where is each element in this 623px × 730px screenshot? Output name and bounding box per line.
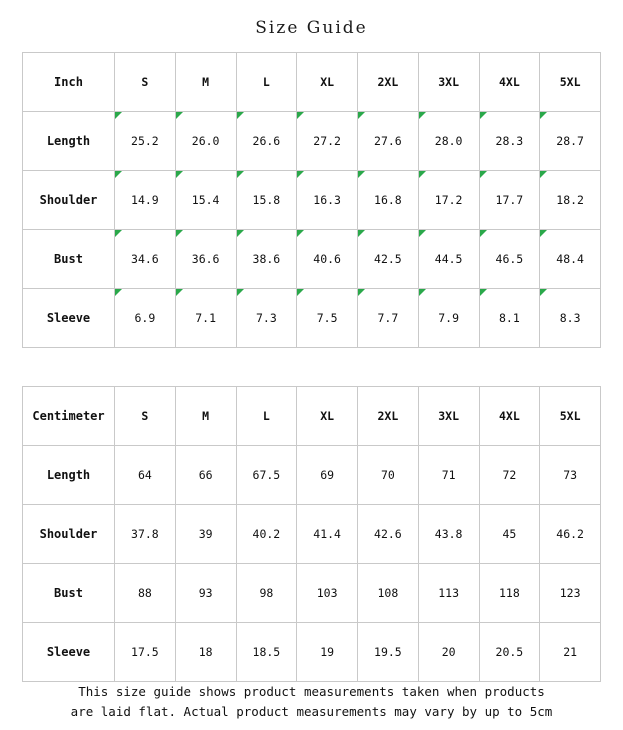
cell-inch-length-xl: 27.2 — [297, 112, 358, 171]
page-title: Size Guide — [255, 18, 368, 38]
cell-inch-length-l: 26.6 — [236, 112, 297, 171]
row-label-shoulder: Shoulder — [23, 171, 115, 230]
cell-inch-bust-4xl: 46.5 — [479, 230, 540, 289]
cell-inch-shoulder-l: 15.8 — [236, 171, 297, 230]
size-table-inch — [22, 52, 601, 348]
column-header-xl: XL — [297, 53, 358, 112]
cell-inch-shoulder-5xl: 18.2 — [540, 171, 601, 230]
cell-cm-bust-5xl: 123 — [540, 564, 601, 623]
cell-inch-length-2xl: 27.6 — [358, 112, 419, 171]
cell-inch-bust-5xl: 48.4 — [540, 230, 601, 289]
cell-cm-shoulder-xl: 41.4 — [297, 505, 358, 564]
cell-inch-sleeve-2xl: 7.7 — [358, 289, 419, 348]
cell-cm-length-xl: 69 — [297, 446, 358, 505]
cell-inch-length-3xl: 28.0 — [418, 112, 479, 171]
footer-note — [22, 682, 601, 722]
column-header-5xl: 5XL — [540, 387, 601, 446]
column-header-4xl: 4XL — [479, 53, 540, 112]
cell-inch-bust-l: 38.6 — [236, 230, 297, 289]
cell-cm-bust-l: 98 — [236, 564, 297, 623]
column-header-s: S — [115, 387, 176, 446]
footer-line-1: This size guide shows product measurements taken when products — [78, 684, 545, 699]
cell-inch-bust-3xl: 44.5 — [418, 230, 479, 289]
cell-cm-length-s: 64 — [115, 446, 176, 505]
table-row — [23, 289, 601, 348]
cell-cm-shoulder-l: 40.2 — [236, 505, 297, 564]
column-header-4xl: 4XL — [479, 387, 540, 446]
row-label-sleeve: Sleeve — [23, 289, 115, 348]
column-header-m: M — [175, 53, 236, 112]
cell-inch-sleeve-s: 6.9 — [115, 289, 176, 348]
column-header-l: L — [236, 53, 297, 112]
table-row — [23, 564, 601, 623]
table-row — [23, 230, 601, 289]
cell-cm-sleeve-3xl: 20 — [418, 623, 479, 682]
cell-cm-length-4xl: 72 — [479, 446, 540, 505]
cell-inch-shoulder-3xl: 17.2 — [418, 171, 479, 230]
column-header-5xl: 5XL — [540, 53, 601, 112]
unit-label-inch: Inch — [23, 53, 115, 112]
column-header-3xl: 3XL — [418, 53, 479, 112]
table-row — [23, 171, 601, 230]
cell-inch-bust-2xl: 42.5 — [358, 230, 419, 289]
cell-cm-bust-4xl: 118 — [479, 564, 540, 623]
table-spacer — [22, 348, 601, 386]
cell-cm-shoulder-2xl: 42.6 — [358, 505, 419, 564]
footer-line-2: are laid flat. Actual product measurements may vary by up to 5cm — [70, 704, 553, 719]
cell-cm-length-l: 67.5 — [236, 446, 297, 505]
cell-cm-bust-2xl: 108 — [358, 564, 419, 623]
cell-cm-bust-xl: 103 — [297, 564, 358, 623]
cell-inch-shoulder-m: 15.4 — [175, 171, 236, 230]
cell-inch-sleeve-4xl: 8.1 — [479, 289, 540, 348]
cell-inch-shoulder-s: 14.9 — [115, 171, 176, 230]
cell-inch-bust-m: 36.6 — [175, 230, 236, 289]
row-label-shoulder: Shoulder — [23, 505, 115, 564]
cell-inch-sleeve-3xl: 7.9 — [418, 289, 479, 348]
cell-inch-length-m: 26.0 — [175, 112, 236, 171]
cell-inch-sleeve-m: 7.1 — [175, 289, 236, 348]
cell-cm-bust-s: 88 — [115, 564, 176, 623]
cell-inch-sleeve-l: 7.3 — [236, 289, 297, 348]
row-label-sleeve: Sleeve — [23, 623, 115, 682]
cell-inch-length-s: 25.2 — [115, 112, 176, 171]
cell-inch-bust-xl: 40.6 — [297, 230, 358, 289]
cell-inch-bust-s: 34.6 — [115, 230, 176, 289]
cell-inch-sleeve-5xl: 8.3 — [540, 289, 601, 348]
cell-cm-sleeve-xl: 19 — [297, 623, 358, 682]
table-row — [23, 446, 601, 505]
table-row — [23, 112, 601, 171]
cell-cm-sleeve-5xl: 21 — [540, 623, 601, 682]
table-header-row — [23, 53, 601, 112]
cell-cm-bust-3xl: 113 — [418, 564, 479, 623]
cell-cm-shoulder-s: 37.8 — [115, 505, 176, 564]
column-header-s: S — [115, 53, 176, 112]
column-header-2xl: 2XL — [358, 387, 419, 446]
cell-cm-sleeve-2xl: 19.5 — [358, 623, 419, 682]
cell-cm-length-2xl: 70 — [358, 446, 419, 505]
cell-cm-sleeve-l: 18.5 — [236, 623, 297, 682]
cell-inch-length-5xl: 28.7 — [540, 112, 601, 171]
cell-inch-shoulder-4xl: 17.7 — [479, 171, 540, 230]
cell-inch-shoulder-2xl: 16.8 — [358, 171, 419, 230]
row-label-bust: Bust — [23, 230, 115, 289]
cell-cm-sleeve-m: 18 — [175, 623, 236, 682]
cell-cm-bust-m: 93 — [175, 564, 236, 623]
unit-label-centimeter: Centimeter — [23, 387, 115, 446]
column-header-xl: XL — [297, 387, 358, 446]
cell-cm-length-3xl: 71 — [418, 446, 479, 505]
size-table-centimeter — [22, 386, 601, 682]
cell-cm-shoulder-4xl: 45 — [479, 505, 540, 564]
cell-cm-shoulder-5xl: 46.2 — [540, 505, 601, 564]
row-label-length: Length — [23, 446, 115, 505]
cell-cm-shoulder-3xl: 43.8 — [418, 505, 479, 564]
table-row — [23, 505, 601, 564]
cell-inch-shoulder-xl: 16.3 — [297, 171, 358, 230]
cell-inch-sleeve-xl: 7.5 — [297, 289, 358, 348]
row-label-bust: Bust — [23, 564, 115, 623]
cell-cm-sleeve-4xl: 20.5 — [479, 623, 540, 682]
cell-cm-shoulder-m: 39 — [175, 505, 236, 564]
table-row — [23, 623, 601, 682]
column-header-m: M — [175, 387, 236, 446]
cell-inch-length-4xl: 28.3 — [479, 112, 540, 171]
cell-cm-length-5xl: 73 — [540, 446, 601, 505]
cell-cm-length-m: 66 — [175, 446, 236, 505]
column-header-2xl: 2XL — [358, 53, 419, 112]
column-header-3xl: 3XL — [418, 387, 479, 446]
cell-cm-sleeve-s: 17.5 — [115, 623, 176, 682]
row-label-length: Length — [23, 112, 115, 171]
column-header-l: L — [236, 387, 297, 446]
table-header-row — [23, 387, 601, 446]
